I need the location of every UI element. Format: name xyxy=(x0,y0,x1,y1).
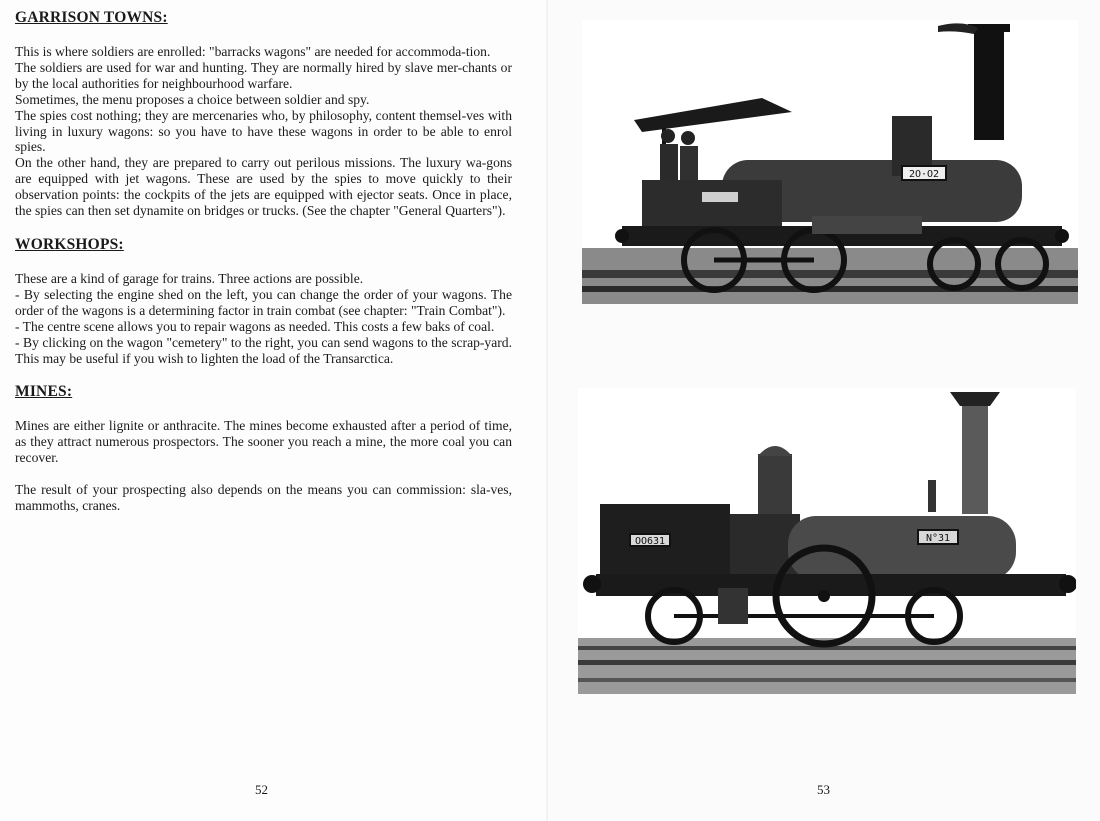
paragraph: On the other hand, they are prepared to carry out perilous missions. The luxury wa-gons are equipped with jet wagons. These are used by the spies to move quickly to their observation points: the cockpits of the jets are equipped with ejector seats. Once in place, the spies can then set dynamite on bridges or trucks. (See the chapter "General Quarters"). xyxy=(15,155,512,219)
section-garrison-towns xyxy=(15,8,512,219)
left-page-text xyxy=(15,8,512,514)
left-page xyxy=(0,0,548,821)
paragraph: This is where soldiers are enrolled: "barracks wagons" are needed for accommoda-tion. xyxy=(15,44,491,59)
heading-garrison-towns: GARRISON TOWNS: xyxy=(15,9,168,26)
locomotive-photo-top xyxy=(582,20,1078,304)
section-workshops xyxy=(15,235,512,366)
right-page xyxy=(548,0,1100,821)
paragraph: The spies cost nothing; they are mercenaries who, by philosophy, content themsel-ves with living in luxury wagons: so you have to have these wagons in order to be able to enrol spies. xyxy=(15,107,512,155)
plate-label-top: 2O·O2 xyxy=(908,169,940,180)
page-number: 53 xyxy=(817,782,830,797)
locomotive-photo-bottom xyxy=(578,388,1076,694)
paragraph: These are a kind of garage for trains. Three actions are possible. xyxy=(15,270,364,286)
paragraph: The result of your prospecting also depends on the means you can commission: sla-ves, mammoths, cranes. xyxy=(15,482,512,514)
plate-label-right: N°31 xyxy=(925,533,951,544)
plate-label-left: OO631 xyxy=(634,536,666,547)
heading-mines: MINES: xyxy=(15,383,73,401)
page-number: 52 xyxy=(255,782,268,797)
paragraph: Sometimes, the menu proposes a choice between soldier and spy. xyxy=(15,91,370,107)
paragraph: Mines are either lignite or anthracite. The mines become exhausted after a period of time, as they attract numerous prospectors. The sooner you reach a mine, the more coal you can recover. xyxy=(15,418,512,466)
paragraph: - By clicking on the wagon "cemetery" to the right, you can send wagons to the scrap-yard. This may be useful if you wish to lighten the load of the Transarctica. xyxy=(15,334,512,366)
paragraph: The soldiers are used for war and hunting. They are normally hired by slave mer-chants or by the local authorities for neighbourhood warfare. xyxy=(15,59,512,91)
paragraph: - The centre scene allows you to repair wagons as needed. This costs a few baks of coal. xyxy=(15,318,495,334)
section-mines xyxy=(15,382,512,514)
heading-workshops: WORKSHOPS: xyxy=(15,235,124,253)
paragraph: - By selecting the engine shed on the left, you can change the order of your wagons. The order of the wagons is a determining factor in train combat (see chapter: "Train Combat"). xyxy=(15,286,512,318)
